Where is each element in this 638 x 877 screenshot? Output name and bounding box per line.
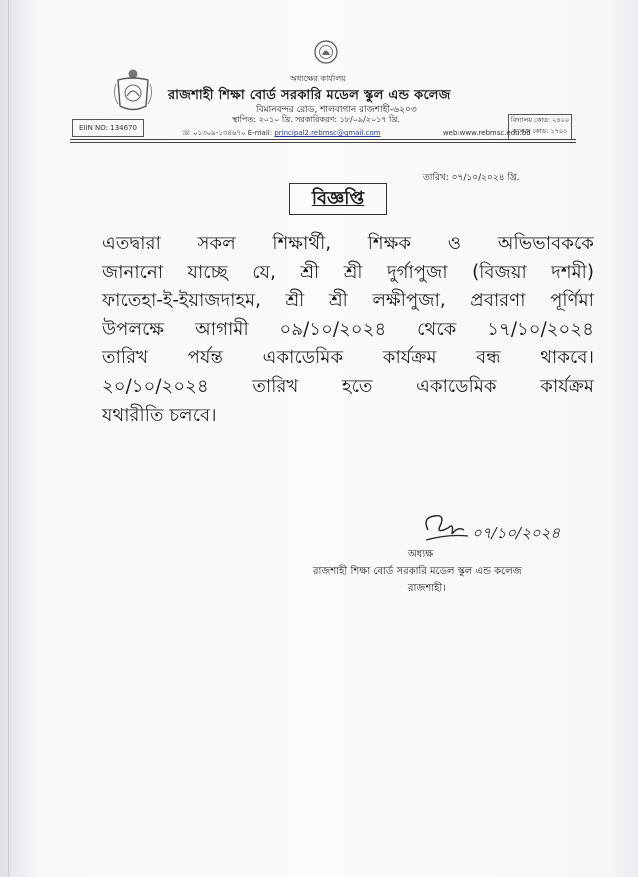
notice-line: ফাতেহা-ই-ইয়াজদাহম, শ্রী শ্রী লক্ষীপুজা, প্রবারণা পূর্ণিমা	[102, 290, 594, 312]
website-link[interactable]: web:www.rebmsc.edu.bd	[442, 129, 531, 137]
notice-date: তারিখ: ০৭/১০/২০২৪ খ্রি.	[423, 173, 520, 183]
notice-line: তারিখ পর্যন্ত একাডেমিক কার্যক্রম বন্ধ থাকবে।	[102, 347, 594, 369]
notice-body	[102, 230, 594, 430]
notice-line: ২০/১০/২০২৪ তারিখ হতে একাডেমিক কার্যক্রম	[102, 375, 594, 397]
established-info: স্থাপিত: ২০১০ খ্রি. সরকারিকরণ: ১৮/০৯/২০১৭ খ্রি.	[232, 115, 400, 124]
header-divider-bottom	[70, 142, 576, 143]
institute-code: বিদ্যালয় কোড: ২৪০০	[510, 116, 570, 124]
school-name: রাজশাহী শিক্ষা বোর্ড সরকারি মডেল স্কুল এন্ড কলেজ	[168, 88, 451, 103]
notice-line: উপলক্ষে আগামী ০৯/১০/২০২৪ থেকে ১৭/১০/২০২৪	[102, 318, 594, 340]
notice-line: যথারীতি চলবে।	[102, 404, 217, 426]
contact-line	[182, 127, 531, 139]
notice-line: জানানো যাচ্ছে যে, শ্রী শ্রী দুর্গাপুজা (বিজয়া দশমী)	[102, 261, 594, 283]
signatory-role: অধ্যক্ষ	[408, 549, 434, 560]
school-crest-icon	[112, 66, 154, 114]
government-seal-icon	[313, 38, 339, 66]
email-link[interactable]: principal2.rebmsc@gmail.com	[274, 129, 381, 137]
handwritten-signature	[418, 500, 578, 552]
email-label: E-mail:	[247, 129, 273, 137]
scan-edge	[8, 0, 9, 877]
notice-title: বিজ্ঞপ্তি	[311, 188, 365, 209]
school-address: বিমানবন্দর রোড, শালবাগান রাজশাহী-৬২০৩	[256, 105, 417, 115]
signatory-organization: রাজশাহী শিক্ষা বোর্ড সরকারি মডেল স্কুল এন্ড কলেজ	[313, 566, 522, 577]
signatory-city: রাজশাহী।	[408, 583, 446, 594]
notice-line: এতদ্বারা সকল শিক্ষার্থী, শিক্ষক ও অভিভাবককে	[102, 233, 594, 254]
notice-title-box	[289, 183, 387, 215]
eiin-box: EIIN NO: 134670	[72, 119, 144, 137]
signature-date: ০৭/১০/২০২৪	[472, 524, 561, 542]
college-code: কলেজ কোড: ১৭০১	[512, 127, 568, 135]
office-label: অধ্যক্ষের কার্যালয়	[290, 74, 346, 83]
header-divider-top	[70, 139, 576, 140]
phone-number: ☏ ০১৩০৯-১৩৪৬৭০	[182, 129, 246, 137]
